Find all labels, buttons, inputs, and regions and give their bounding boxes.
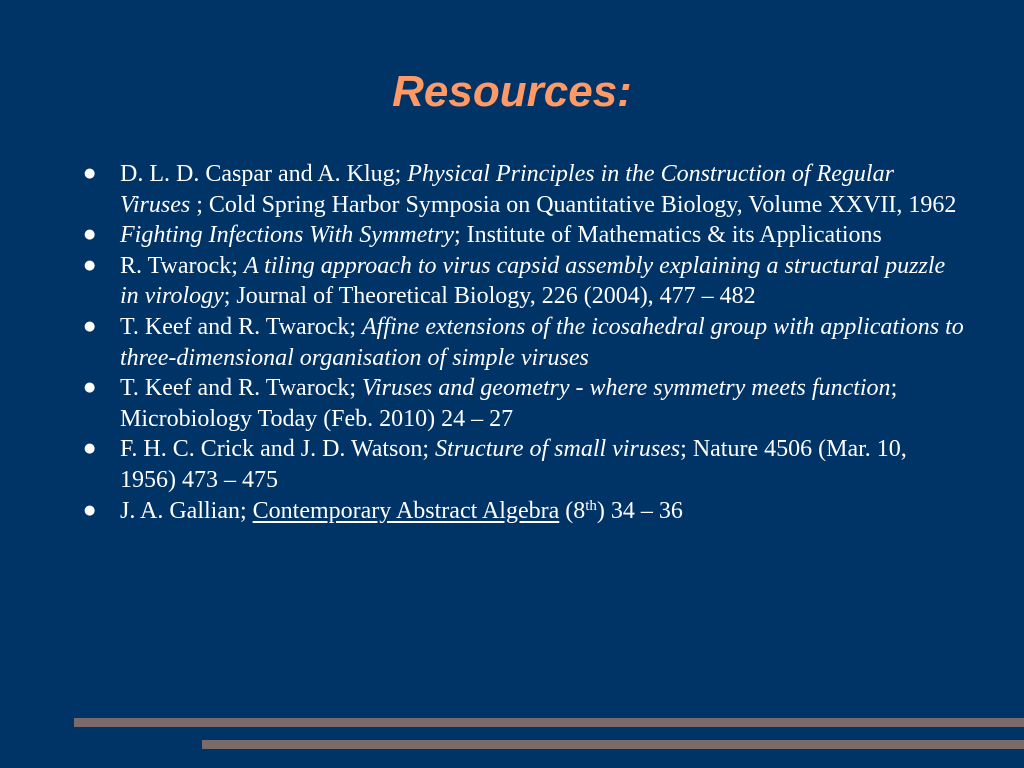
reference-authors: D. L. D. Caspar and A. Klug;: [120, 161, 408, 187]
reference-details: ; Journal of Theoretical Biology, 226 (2004), 477 – 482: [223, 283, 756, 310]
edition-superscript: th: [585, 497, 597, 514]
reference-item: [84, 159, 964, 220]
decorative-bar-bottom: [202, 740, 1024, 749]
reference-item: [84, 312, 964, 373]
reference-authors: T. Keef and R. Twarock;: [120, 375, 363, 402]
bullet-icon: ●: [84, 441, 96, 457]
bullet-icon: ●: [84, 257, 96, 273]
reference-details: ; Institute of Mathematics & its Applications: [453, 222, 882, 249]
reference-details: ; Microbiology Today (Feb. 2010) 24 – 27: [120, 375, 898, 432]
bullet-icon: ●: [84, 380, 96, 396]
reference-item: [84, 220, 964, 251]
reference-item: [84, 373, 964, 434]
reference-work-title: A tiling approach to virus capsid assembly explaining a structural puzzle in virology: [120, 252, 946, 310]
reference-work-title: Physical Principles in the Construction of Regular Viruses: [120, 161, 894, 218]
reference-work-title: Structure of small viruses: [435, 436, 681, 463]
reference-edition: (8: [559, 497, 586, 524]
reference-item: [84, 434, 964, 495]
bullet-icon: ●: [84, 502, 96, 518]
decorative-bar-top: [74, 718, 1024, 727]
book-title-link[interactable]: Contemporary Abstract Algebra: [252, 497, 560, 524]
bullet-icon: ●: [84, 318, 96, 334]
reference-authors: J. A. Gallian;: [120, 497, 253, 524]
reference-authors: T. Keef and R. Twarock;: [120, 313, 363, 340]
reference-work-title: Fighting Infections With Symmetry: [120, 222, 454, 249]
reference-authors: F. H. C. Crick and J. D. Watson;: [120, 436, 436, 463]
bullet-icon: ●: [84, 227, 96, 243]
reference-details: ; Nature 4506 (Mar. 10, 1956) 473 – 475: [120, 436, 907, 493]
reference-item: [84, 496, 964, 527]
reference-authors: R. Twarock;: [120, 252, 244, 279]
bullet-icon: ●: [84, 166, 96, 181]
reference-list: [84, 159, 964, 526]
reference-details: ) 34 – 36: [596, 497, 683, 524]
slide-title: Resources:: [392, 67, 632, 116]
reference-work-title: Viruses and geometry - where symmetry meets function: [362, 375, 891, 402]
reference-work-title: Affine extensions of the icosahedral group with applications to three-dimensional organisation of simple viruses: [120, 313, 964, 371]
reference-item: [84, 251, 964, 312]
reference-details: ; Cold Spring Harbor Symposia on Quantitative Biology, Volume XXVII, 1962: [190, 191, 957, 218]
